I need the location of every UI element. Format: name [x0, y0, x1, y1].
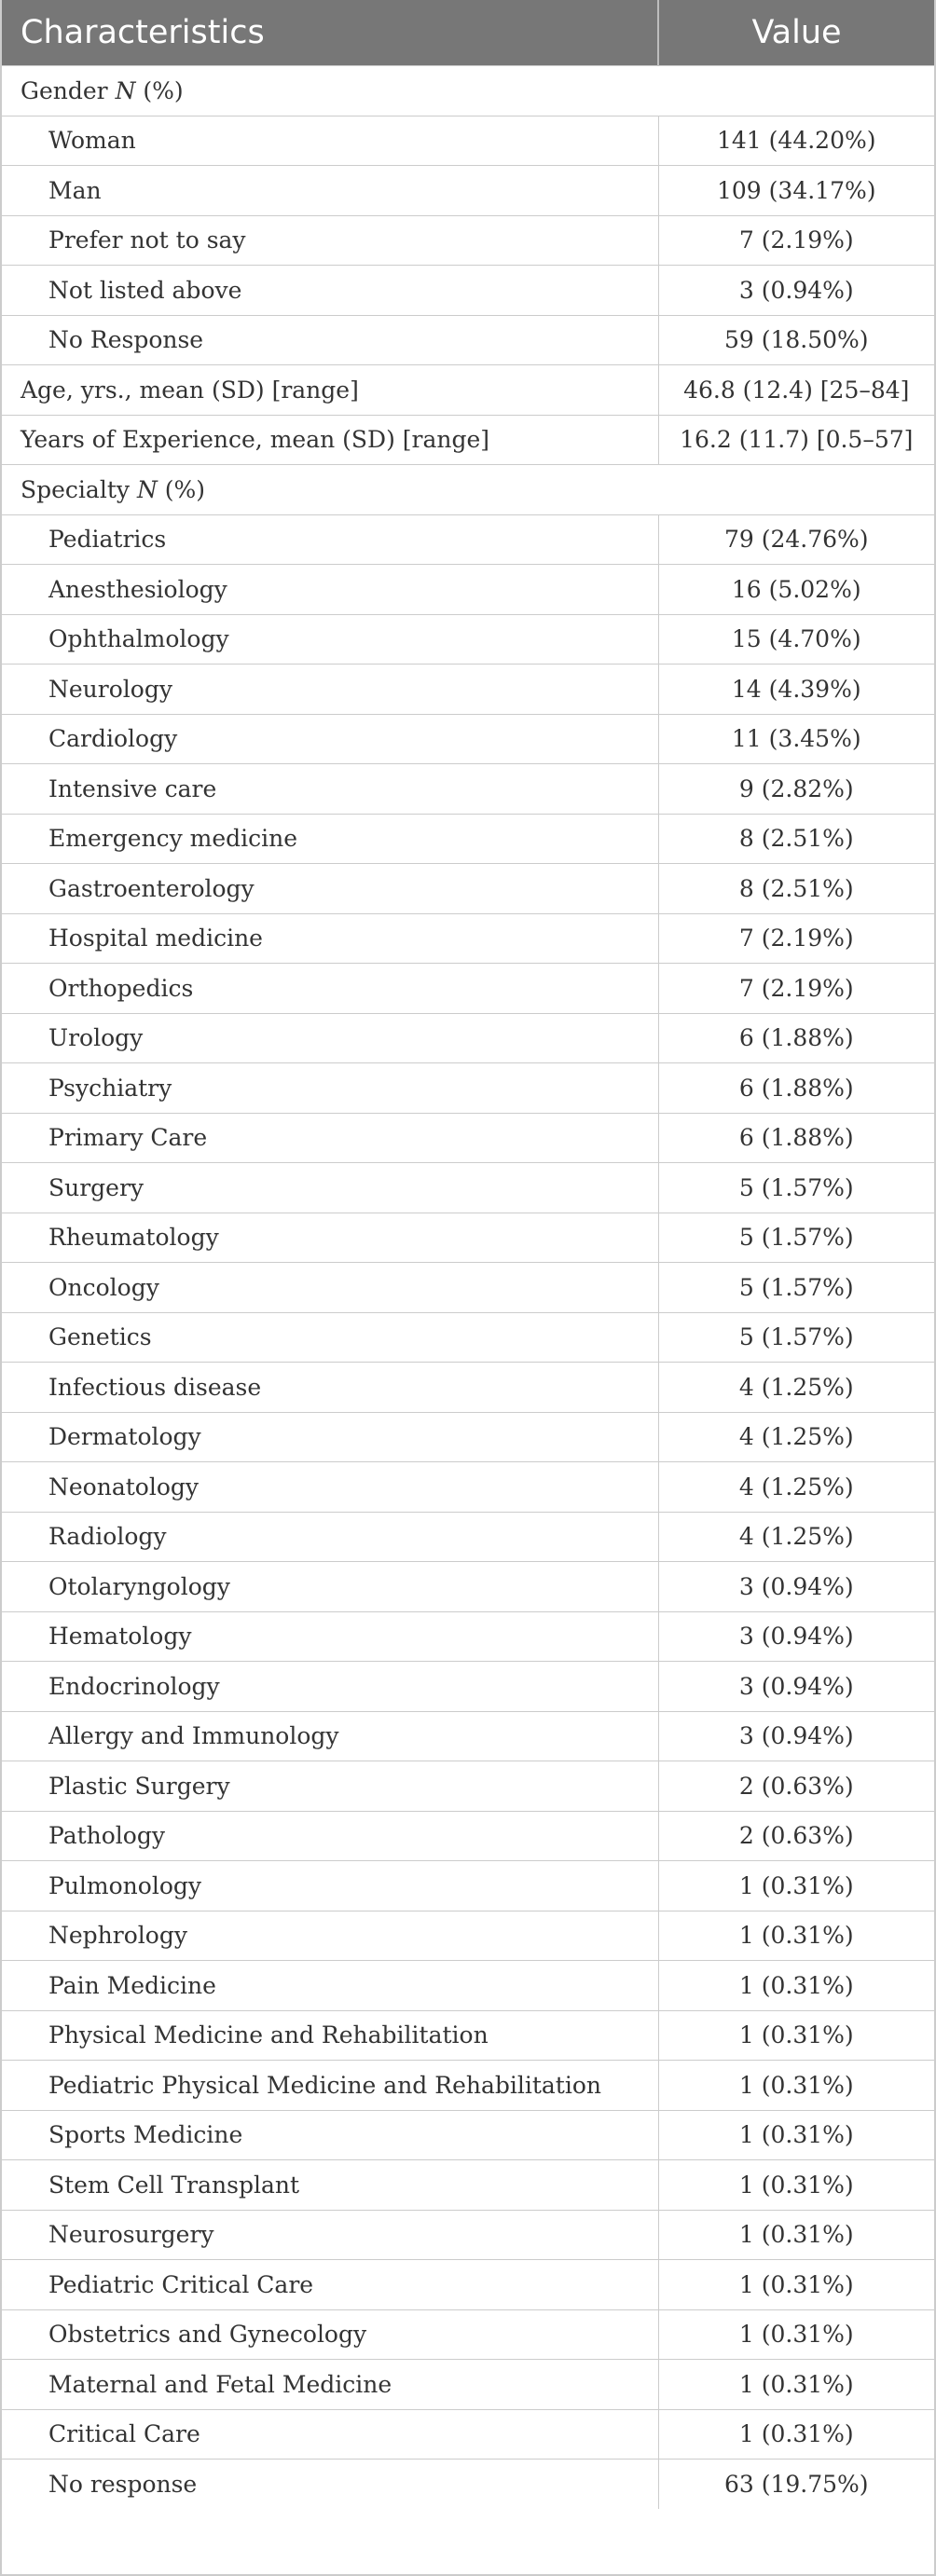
- row-label: Nephrology: [2, 1911, 658, 1961]
- row-value: 6 (1.88%): [658, 1063, 934, 1114]
- row-label: Urology: [2, 1013, 658, 1063]
- row-label: Prefer not to say: [2, 215, 658, 266]
- row-label: Years of Experience, mean (SD) [range]: [2, 415, 658, 465]
- row-value: 3 (0.94%): [658, 1711, 934, 1761]
- row-value: 6 (1.88%): [658, 1013, 934, 1063]
- table-header: [2, 0, 934, 66]
- row-label: Physical Medicine and Rehabilitation: [2, 2010, 658, 2061]
- group-label-text: Specialty: [21, 475, 130, 503]
- table-row: [2, 315, 934, 365]
- row-label: Dermatology: [2, 1412, 658, 1462]
- row-value: 1 (0.31%): [658, 2110, 934, 2160]
- row-label: Pulmonology: [2, 1861, 658, 1911]
- group-label-specialty: [2, 465, 934, 515]
- row-value: 1 (0.31%): [658, 2260, 934, 2310]
- table-row: [2, 215, 934, 266]
- row-label: Stem Cell Transplant: [2, 2160, 658, 2211]
- row-value: 79 (24.76%): [658, 514, 934, 565]
- row-label: Neonatology: [2, 1462, 658, 1513]
- row-label: Hospital medicine: [2, 913, 658, 964]
- table-row: [2, 2010, 934, 2061]
- row-label: Man: [2, 166, 658, 216]
- table-row: [2, 1363, 934, 1413]
- row-value: 63 (19.75%): [658, 2460, 934, 2510]
- row-label: Neurology: [2, 665, 658, 715]
- row-value: 1 (0.31%): [658, 2309, 934, 2360]
- row-value: 4 (1.25%): [658, 1363, 934, 1413]
- row-label: Primary Care: [2, 1113, 658, 1163]
- row-label: Pediatrics: [2, 514, 658, 565]
- data-table: [2, 0, 934, 2509]
- column-header-value: Value: [658, 0, 934, 66]
- row-label: Neurosurgery: [2, 2210, 658, 2260]
- row-label: Orthopedics: [2, 964, 658, 1014]
- table-row: [2, 714, 934, 764]
- table-row: [2, 415, 934, 465]
- group-row-specialty: [2, 465, 934, 515]
- table-row: [2, 1312, 934, 1363]
- row-label: Pain Medicine: [2, 1961, 658, 2011]
- row-value: 2 (0.63%): [658, 1761, 934, 1812]
- table-row: [2, 1811, 934, 1861]
- row-label: Cardiology: [2, 714, 658, 764]
- table-row: [2, 1163, 934, 1213]
- row-value: 3 (0.94%): [658, 1562, 934, 1612]
- table-row: [2, 1562, 934, 1612]
- table-row: [2, 365, 934, 416]
- row-label: Sports Medicine: [2, 2110, 658, 2160]
- row-label: Anesthesiology: [2, 565, 658, 615]
- group-label-n: N: [115, 76, 136, 104]
- row-label: Psychiatry: [2, 1063, 658, 1114]
- table-row: [2, 2210, 934, 2260]
- row-value: 4 (1.25%): [658, 1512, 934, 1562]
- table-row: [2, 1263, 934, 1313]
- row-value: 4 (1.25%): [658, 1462, 934, 1513]
- row-label: Radiology: [2, 1512, 658, 1562]
- row-label: Oncology: [2, 1263, 658, 1313]
- table-body: [2, 66, 934, 2510]
- table-row: [2, 2360, 934, 2410]
- table-row: [2, 1213, 934, 1263]
- row-value: 2 (0.63%): [658, 1811, 934, 1861]
- row-label: Not listed above: [2, 266, 658, 316]
- table-row: [2, 1911, 934, 1961]
- row-value: 1 (0.31%): [658, 2010, 934, 2061]
- row-label: Pediatric Physical Medicine and Rehabilitation: [2, 2061, 658, 2111]
- row-label: Endocrinology: [2, 1662, 658, 1712]
- table-row: [2, 1961, 934, 2011]
- row-label: Gastroenterology: [2, 864, 658, 914]
- row-label: Hematology: [2, 1611, 658, 1662]
- row-label: Emergency medicine: [2, 814, 658, 864]
- row-label: No response: [2, 2460, 658, 2510]
- row-value: 7 (2.19%): [658, 964, 934, 1014]
- table-row: [2, 116, 934, 166]
- row-value: 109 (34.17%): [658, 166, 934, 216]
- row-label: Ophthalmology: [2, 614, 658, 665]
- row-value: 1 (0.31%): [658, 2409, 934, 2460]
- row-value: 3 (0.94%): [658, 266, 934, 316]
- table-row: [2, 2409, 934, 2460]
- table-row: [2, 1761, 934, 1812]
- row-label: Allergy and Immunology: [2, 1711, 658, 1761]
- table-row: [2, 814, 934, 864]
- row-label: Plastic Surgery: [2, 1761, 658, 1812]
- row-value: 7 (2.19%): [658, 913, 934, 964]
- row-label: Surgery: [2, 1163, 658, 1213]
- row-value: 141 (44.20%): [658, 116, 934, 166]
- row-value: 59 (18.50%): [658, 315, 934, 365]
- row-value: 1 (0.31%): [658, 2210, 934, 2260]
- row-label: Otolaryngology: [2, 1562, 658, 1612]
- table-row: [2, 514, 934, 565]
- row-value: 16 (5.02%): [658, 565, 934, 615]
- table-row: [2, 764, 934, 815]
- table-row: [2, 1462, 934, 1513]
- table-row: [2, 2160, 934, 2211]
- header-row: [2, 0, 934, 66]
- row-value: 8 (2.51%): [658, 864, 934, 914]
- table-row: [2, 1013, 934, 1063]
- table-row: [2, 1412, 934, 1462]
- row-value: 11 (3.45%): [658, 714, 934, 764]
- row-value: 7 (2.19%): [658, 215, 934, 266]
- row-value: 46.8 (12.4) [25–84]: [658, 365, 934, 416]
- row-label: Rheumatology: [2, 1213, 658, 1263]
- row-value: 1 (0.31%): [658, 2360, 934, 2410]
- table-row: [2, 1063, 934, 1114]
- row-value: 1 (0.31%): [658, 1961, 934, 2011]
- row-value: 14 (4.39%): [658, 665, 934, 715]
- group-label-gender: [2, 66, 934, 116]
- group-label-pct: (%): [135, 76, 184, 104]
- row-label: Age, yrs., mean (SD) [range]: [2, 365, 658, 416]
- table-row: [2, 1662, 934, 1712]
- row-label: No Response: [2, 315, 658, 365]
- row-value: 5 (1.57%): [658, 1163, 934, 1213]
- group-row-gender: [2, 66, 934, 116]
- row-value: 15 (4.70%): [658, 614, 934, 665]
- table-row: [2, 1861, 934, 1911]
- table-row: [2, 2460, 934, 2510]
- table-row: [2, 1711, 934, 1761]
- table-row: [2, 864, 934, 914]
- row-value: 3 (0.94%): [658, 1662, 934, 1712]
- table-row: [2, 2110, 934, 2160]
- table-row: [2, 1113, 934, 1163]
- table-row: [2, 2061, 934, 2111]
- group-label-text: Gender: [21, 76, 108, 104]
- table-row: [2, 665, 934, 715]
- row-value: 16.2 (11.7) [0.5–57]: [658, 415, 934, 465]
- row-value: 1 (0.31%): [658, 2160, 934, 2211]
- row-label: Obstetrics and Gynecology: [2, 2309, 658, 2360]
- row-value: 3 (0.94%): [658, 1611, 934, 1662]
- row-value: 6 (1.88%): [658, 1113, 934, 1163]
- table-row: [2, 1512, 934, 1562]
- row-value: 5 (1.57%): [658, 1213, 934, 1263]
- table-row: [2, 565, 934, 615]
- table-row: [2, 2260, 934, 2310]
- row-value: 1 (0.31%): [658, 2061, 934, 2111]
- table-row: [2, 614, 934, 665]
- table-row: [2, 2309, 934, 2360]
- table-row: [2, 166, 934, 216]
- table-row: [2, 913, 934, 964]
- row-label: Maternal and Fetal Medicine: [2, 2360, 658, 2410]
- column-header-characteristics: Characteristics: [2, 0, 658, 66]
- group-label-pct: (%): [157, 475, 206, 503]
- row-value: 9 (2.82%): [658, 764, 934, 815]
- table-row: [2, 266, 934, 316]
- row-label: Pathology: [2, 1811, 658, 1861]
- row-value: 4 (1.25%): [658, 1412, 934, 1462]
- row-label: Critical Care: [2, 2409, 658, 2460]
- group-label-n: N: [136, 475, 158, 503]
- row-value: 5 (1.57%): [658, 1312, 934, 1363]
- row-value: 5 (1.57%): [658, 1263, 934, 1313]
- row-value: 1 (0.31%): [658, 1861, 934, 1911]
- row-label: Infectious disease: [2, 1363, 658, 1413]
- row-value: 1 (0.31%): [658, 1911, 934, 1961]
- table-row: [2, 964, 934, 1014]
- row-label: Woman: [2, 116, 658, 166]
- row-label: Genetics: [2, 1312, 658, 1363]
- row-label: Pediatric Critical Care: [2, 2260, 658, 2310]
- table-row: [2, 1611, 934, 1662]
- row-value: 8 (2.51%): [658, 814, 934, 864]
- row-label: Intensive care: [2, 764, 658, 815]
